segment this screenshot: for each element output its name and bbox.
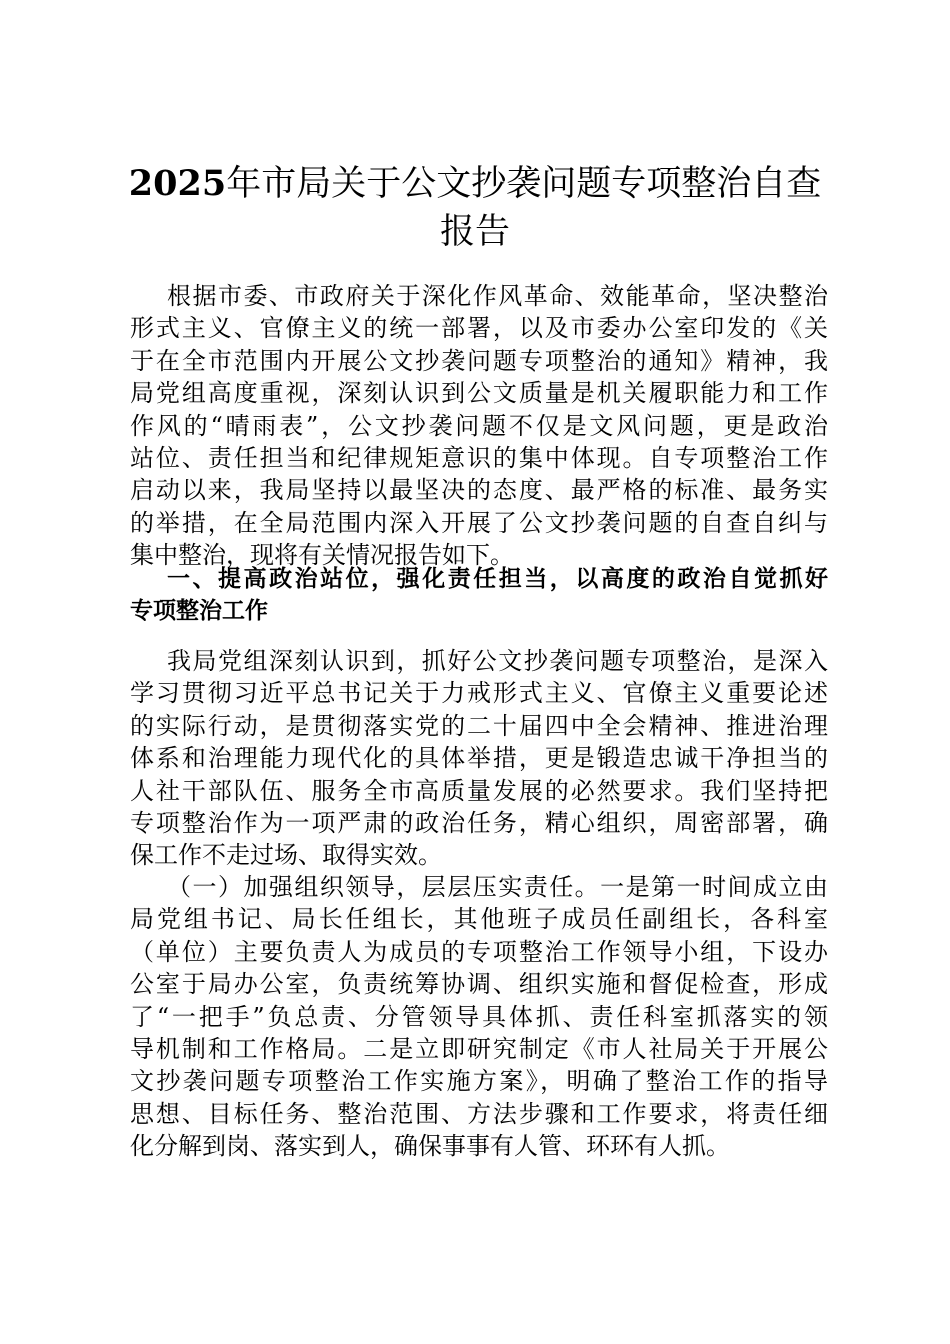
text-line: 我局党组深刻认识到，抓好公文抄袭问题专项整治，是深入 <box>167 647 828 675</box>
text-line: 局党组书记、局长任组长，其他班子成员任副组长，各科室 <box>130 905 828 934</box>
text-line: 导机制和工作格局。二是立即研究制定《市人社局关于开展公 <box>130 1035 828 1064</box>
title-text: 年市局关于公文抄袭问题专项整治自查 <box>226 164 822 204</box>
text-line: 根据市委、市政府关于深化作风革命、效能革命，坚决整治 <box>167 282 828 310</box>
heading-line: 一、提高政治站位，强化责任担当，以高度的政治自觉抓好 <box>167 566 828 592</box>
text-line: 化分解到岗、落实到人，确保事事有人管、环环有人抓。 <box>130 1132 730 1161</box>
section-heading-1 <box>130 563 828 627</box>
intro-paragraph <box>130 280 828 572</box>
text-line: 的举措，在全局范围内深入开展了公文抄袭问题的自查自纠与 <box>130 508 828 537</box>
text-line: 形式主义、官僚主义的统一部署，以及市委办公室印发的《关 <box>130 314 828 343</box>
text-line: 公室于局办公室，负责统筹协调、组织实施和督促检查，形成 <box>130 970 828 999</box>
text-line: 保工作不走过场、取得实效。 <box>130 841 442 870</box>
text-line: 局党组高度重视，深刻认识到公文质量是机关履职能力和工作 <box>130 379 828 408</box>
title-year: 2025 <box>128 163 227 204</box>
text-line: 了“一把手”负总责、分管领导具体抓、责任科室抓落实的领 <box>130 1002 828 1031</box>
heading-line: 专项整治工作 <box>130 598 268 624</box>
text-line: 学习贯彻习近平总书记关于力戒形式主义、官僚主义重要论述 <box>130 679 828 708</box>
document-title <box>120 160 830 256</box>
section-1-paragraph <box>130 645 828 872</box>
subsection-1-paragraph <box>130 871 828 1163</box>
text-line: 作风的“晴雨表”，公文抄袭问题不仅是文风问题，更是政治 <box>130 411 828 440</box>
text-line: 文抄袭问题专项整治工作实施方案》，明确了整治工作的指导 <box>130 1067 828 1096</box>
text-line: （一）加强组织领导，层层压实责任。一是第一时间成立由 <box>167 873 828 901</box>
text-line: 的实际行动，是贯彻落实党的二十届四中全会精神、推进治理 <box>130 711 828 740</box>
text-line: 启动以来，我局坚持以最坚决的态度、最严格的标准、最务实 <box>130 476 828 505</box>
text-line: 思想、目标任务、整治范围、方法步骤和工作要求，将责任细 <box>130 1099 828 1128</box>
text-line: 集中整治，现将有关情况报告如下。 <box>130 541 514 570</box>
text-line: 专项整治作为一项严肃的政治任务，精心组织，周密部署，确 <box>130 809 828 838</box>
text-line: 人社干部队伍、服务全市高质量发展的必然要求。我们坚持把 <box>130 776 828 805</box>
title-line-2: 报告 <box>439 212 510 252</box>
text-line: （单位）主要负责人为成员的专项整治工作领导小组，下设办 <box>130 937 828 966</box>
text-line: 体系和治理能力现代化的具体举措，更是锻造忠诚干净担当的 <box>130 744 828 773</box>
text-line: 于在全市范围内开展公文抄袭问题专项整治的通知》精神，我 <box>130 346 828 375</box>
text-line: 站位、责任担当和纪律规矩意识的集中体现。自专项整治工作 <box>130 444 828 473</box>
title-line-1 <box>120 160 830 208</box>
